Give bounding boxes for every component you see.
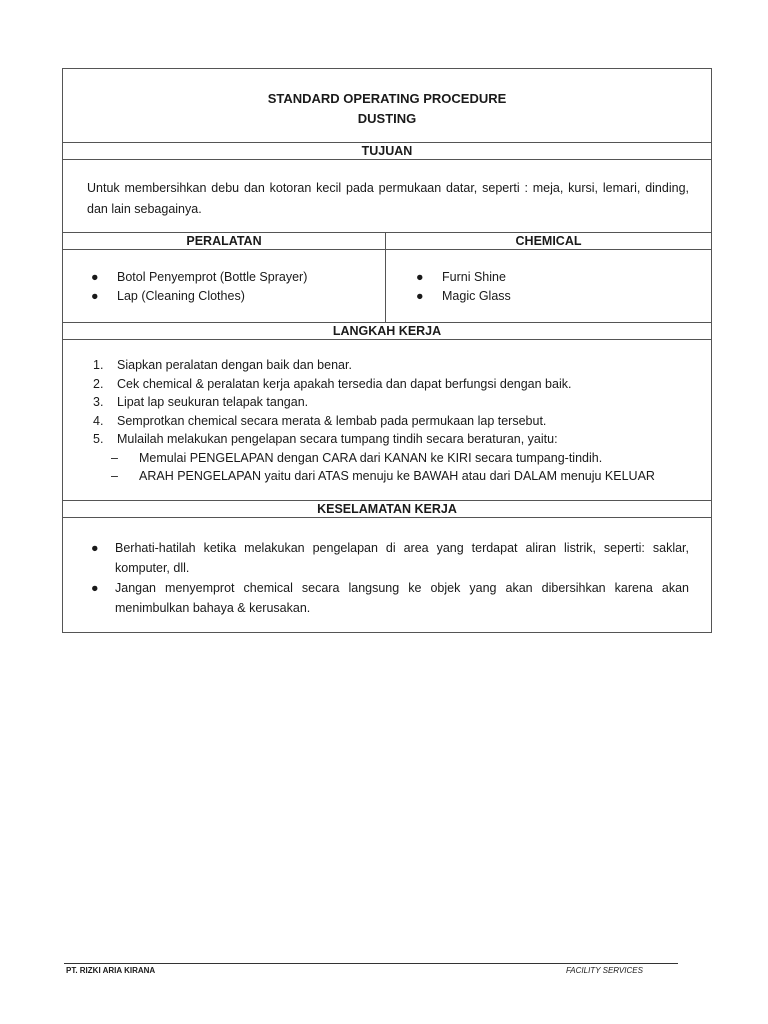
step-item: 1. Siapkan peralatan dengan baik dan benar.: [93, 358, 352, 372]
footer-company: PT. RIZKI ARIA KIRANA: [66, 966, 156, 975]
list-item: ● Furni Shine: [416, 268, 711, 287]
bullet-icon: ●: [91, 540, 99, 555]
dash-icon: –: [111, 469, 118, 483]
keselamatan-list: [63, 518, 711, 632]
keselamatan-header: KESELAMATAN KERJA: [63, 500, 711, 518]
bullet-icon: ●: [91, 580, 99, 595]
peralatan-list: [63, 250, 385, 322]
step-item: 4. Semprotkan chemical secara merata & lembab pada permukaan lap tersebut.: [93, 413, 547, 428]
step-item: 2. Cek chemical & peralatan kerja apakah tersedia dan dapat berfungsi dengan baik.: [93, 376, 572, 391]
step-item: 3. Lipat lap seukuran telapak tangan.: [93, 395, 309, 409]
document-title: STANDARD OPERATING PROCEDURE: [267, 91, 507, 106]
sop-document: [62, 68, 712, 633]
chemical-column: [386, 233, 711, 322]
bullet-icon: ●: [416, 270, 424, 284]
chemical-header: CHEMICAL: [386, 233, 711, 250]
langkah-steps: [63, 340, 711, 500]
tujuan-text: Untuk membersihkan debu dan kotoran kecil pada permukaan datar, seperti : meja, kursi, lemari, dinding, dan lain sebagainya.: [87, 181, 689, 216]
footer-department: FACILITY SERVICES: [566, 966, 643, 975]
peralatan-column: [63, 233, 386, 322]
list-item: ● Jangan menyemprot chemical secara langsung ke objek yang akan dibersihkan karena akan menimbulkan bahaya & kerusakan.: [91, 578, 689, 618]
substep-item: – ARAH PENGELAPAN yaitu dari ATAS menuju ke BAWAH atau dari DALAM menuju KELUAR: [93, 467, 689, 486]
list-item: ● Berhati-hatilah ketika melakukan pengelapan di area yang terdapat aliran listrik, seperti: saklar, komputer, dll.: [91, 538, 689, 578]
bullet-icon: ●: [91, 270, 99, 284]
step-item: 5. Mulailah melakukan pengelapan secara tumpang tindih secara beraturan, yaitu:: [93, 432, 558, 446]
bullet-icon: ●: [416, 289, 424, 303]
footer-divider: [64, 963, 678, 964]
dash-icon: –: [111, 450, 118, 465]
chemical-list: [386, 250, 711, 322]
list-item: ● Botol Penyemprot (Bottle Sprayer): [91, 268, 385, 287]
substep-item: – Memulai PENGELAPAN dengan CARA dari KANAN ke KIRI secara tumpang-tindih.: [93, 449, 689, 468]
equipment-chemical-row: [63, 232, 711, 322]
tujuan-header: TUJUAN: [63, 143, 711, 160]
langkah-header: LANGKAH KERJA: [63, 322, 711, 340]
title-block: [63, 69, 711, 143]
bullet-icon: ●: [91, 289, 99, 303]
peralatan-header: PERALATAN: [63, 233, 385, 250]
list-item: ● Magic Glass: [416, 287, 711, 306]
document-subtitle: DUSTING: [357, 111, 417, 126]
list-item: ● Lap (Cleaning Clothes): [91, 287, 385, 306]
